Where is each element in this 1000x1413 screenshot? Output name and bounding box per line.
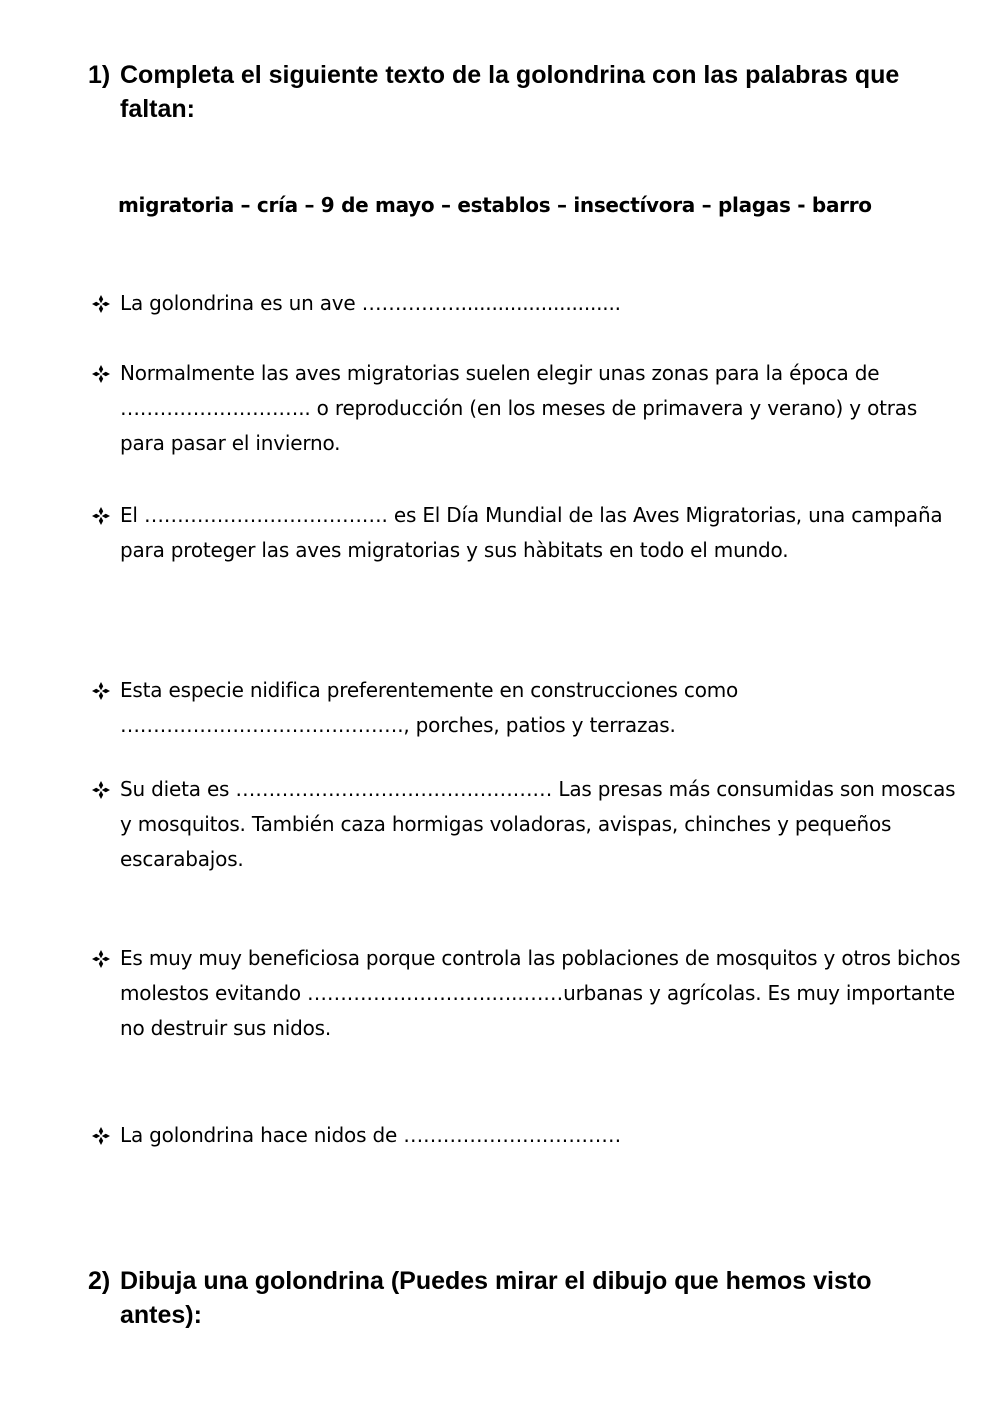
diamond-bullet-icon — [92, 673, 120, 708]
diamond-bullet-icon — [92, 286, 120, 321]
list-item — [92, 498, 962, 568]
list-item — [92, 772, 962, 877]
item-text: Normalmente las aves migratorias suelen elegir unas zonas para la época de ……………………….. o reproducción (en los meses de primavera y verano) y otras para pasar el invierno. — [120, 361, 918, 455]
list-item — [92, 941, 962, 1046]
diamond-bullet-icon — [92, 498, 120, 533]
word-bank: migratoria – cría – 9 de mayo – establos – insectívora – plagas - barro — [118, 193, 872, 217]
diamond-bullet-icon — [92, 772, 120, 807]
question-2-number: 2) — [88, 1267, 111, 1295]
question-1-title: Completa el siguiente texto de la golondrina con las palabras que faltan: — [120, 61, 900, 123]
question-1-number: 1) — [88, 61, 111, 89]
list-item — [92, 356, 962, 461]
item-text: Esta especie nidifica preferentemente en construcciones como ……………………………………., porches, patios y terrazas. — [120, 678, 739, 737]
question-2-heading — [88, 1264, 948, 1332]
item-text: Su dieta es ………………………………………… Las presas más consumidas son moscas y mosquitos. También caza hormigas voladoras, avispas, chinches y pequeños escarabajos. — [120, 777, 956, 871]
item-text: El ………………………………. es El Día Mundial de las Aves Migratorias, una campaña para proteger las aves migratorias y sus hàbitats en todo el mundo. — [120, 503, 943, 562]
question-2-title: Dibuja una golondrina (Puedes mirar el dibujo que hemos visto antes): — [120, 1267, 872, 1329]
diamond-bullet-icon — [92, 941, 120, 976]
list-item — [92, 1118, 962, 1153]
list-item — [92, 673, 962, 743]
diamond-bullet-icon — [92, 356, 120, 391]
question-1-heading — [88, 58, 948, 126]
item-text: La golondrina hace nidos de …………………………… — [120, 1123, 622, 1147]
item-text: Es muy muy beneficiosa porque controla las poblaciones de mosquitos y otros bichos molestos evitando ……………………….…..……urbanas y agrícolas. Es muy importante no destruir sus nidos. — [120, 946, 961, 1040]
list-item — [92, 286, 962, 321]
item-text: La golondrina es un ave …………….......................... — [120, 291, 621, 315]
diamond-bullet-icon — [92, 1118, 120, 1153]
